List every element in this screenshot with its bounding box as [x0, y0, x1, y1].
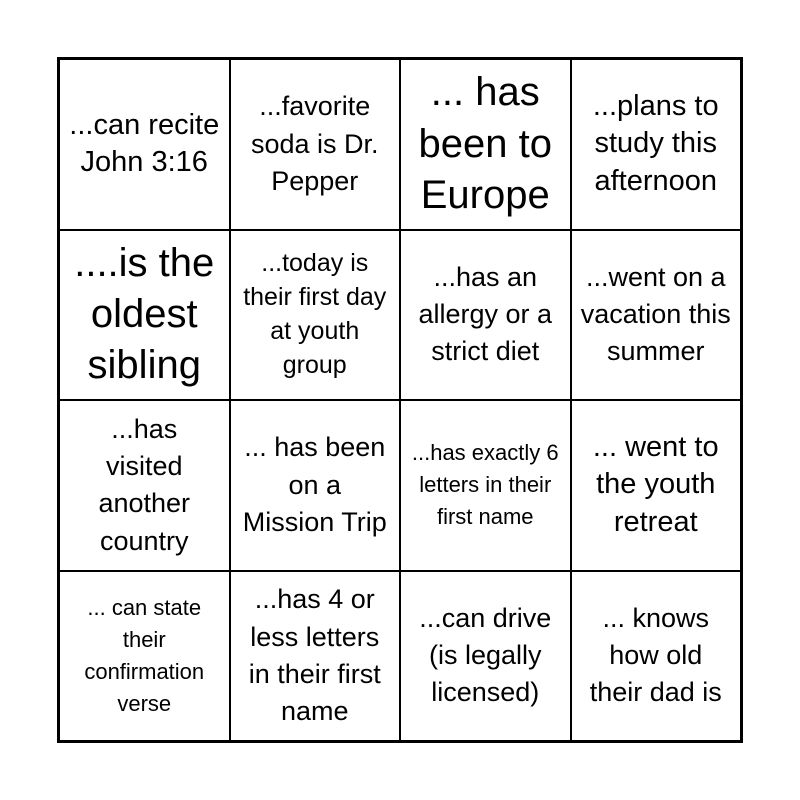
bingo-cell[interactable]	[571, 59, 742, 230]
bingo-cell[interactable]	[59, 59, 230, 230]
bingo-cell[interactable]	[230, 230, 401, 401]
cell-text: ... has been to Europe	[418, 70, 552, 217]
cell-text: ...can recite John 3:16	[69, 108, 220, 179]
bingo-cell[interactable]	[400, 571, 571, 742]
bingo-cell[interactable]	[571, 400, 742, 571]
cell-text: ...favorite soda is Dr. Pepper	[250, 91, 379, 196]
bingo-cell[interactable]	[230, 400, 401, 571]
cell-text: ...has exactly 6 letters in their first name	[411, 440, 559, 530]
cell-text: ... has been on a Mission Trip	[242, 432, 387, 537]
bingo-cell[interactable]	[400, 59, 571, 230]
cell-text: ....is the oldest sibling	[74, 240, 215, 388]
cell-text: ...today is their first day at youth group	[243, 249, 387, 379]
cell-text: ...has visited another country	[98, 413, 191, 556]
bingo-cell[interactable]	[400, 230, 571, 401]
cell-text: ...has an allergy or a strict diet	[418, 261, 553, 367]
cell-text: ...can drive (is legally licensed)	[419, 602, 552, 708]
bingo-board	[57, 57, 743, 743]
cell-text: ...has 4 or less letters in their first name	[248, 584, 381, 726]
cell-text: ... knows how old their dad is	[589, 602, 722, 708]
cell-text: ... went to the youth retreat	[592, 430, 719, 539]
bingo-cell[interactable]	[230, 571, 401, 742]
bingo-cell[interactable]	[59, 400, 230, 571]
bingo-cell[interactable]	[59, 230, 230, 401]
cell-text: ...went on a vacation this summer	[580, 261, 731, 367]
cell-text: ...plans to study this afternoon	[592, 89, 719, 198]
bingo-cell[interactable]	[571, 230, 742, 401]
cell-text: ... can state their confirmation verse	[84, 594, 205, 716]
bingo-cell[interactable]	[400, 400, 571, 571]
bingo-cell[interactable]	[59, 571, 230, 742]
bingo-cell[interactable]	[230, 59, 401, 230]
bingo-cell[interactable]	[571, 571, 742, 742]
